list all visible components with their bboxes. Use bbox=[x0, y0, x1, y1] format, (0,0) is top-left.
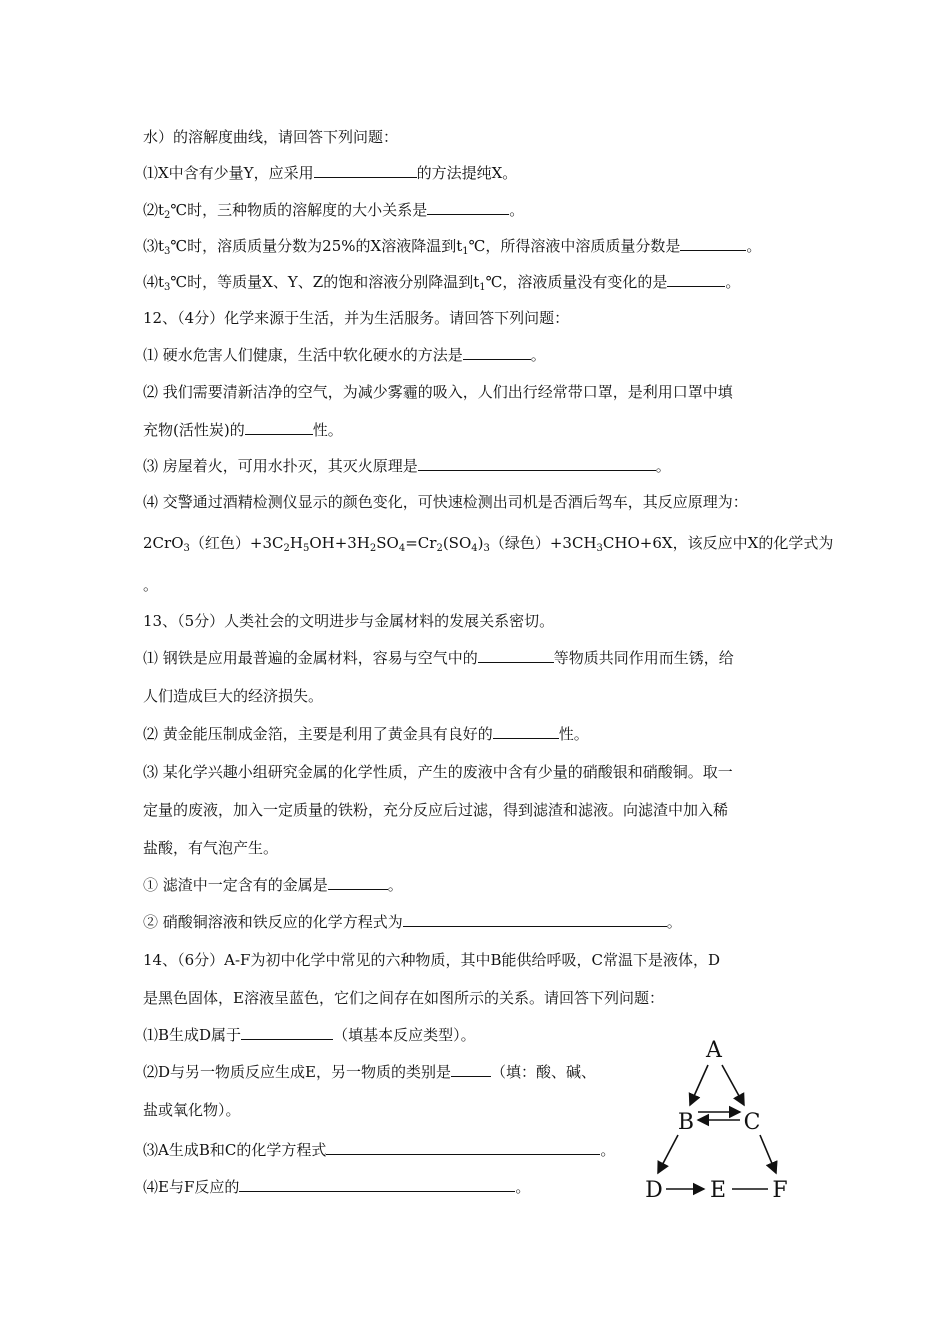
text: 。 bbox=[515, 1178, 531, 1196]
answer-blank[interactable] bbox=[418, 456, 656, 471]
q14-part2-line1 bbox=[143, 1062, 596, 1082]
text: ⑷t bbox=[143, 273, 165, 291]
arrow-a-to-c bbox=[722, 1065, 744, 1105]
text: ⑵ 我们需要清新洁净的空气，为减少雾霾的吸入，人们出行经常带口罩，是利用口罩中填 bbox=[143, 383, 733, 401]
text: 。 bbox=[530, 346, 546, 364]
answer-blank[interactable] bbox=[463, 345, 531, 360]
subscript: 2 bbox=[164, 210, 171, 221]
q13-part3-i bbox=[143, 875, 403, 895]
q12-part1 bbox=[143, 345, 546, 365]
subscript: 4 bbox=[398, 543, 406, 554]
answer-blank[interactable] bbox=[403, 912, 667, 927]
text: ⑷E与F反应的 bbox=[143, 1178, 240, 1196]
text: ⑴ 钢铁是应用最普遍的金属材料，容易与空气中的 bbox=[143, 649, 478, 667]
subscript: 5 bbox=[302, 543, 310, 554]
relationship-diagram bbox=[640, 1035, 800, 1205]
answer-blank[interactable] bbox=[326, 1140, 600, 1155]
answer-blank[interactable] bbox=[239, 1177, 515, 1192]
text: 等物质共同作用而生锈，给 bbox=[553, 649, 734, 667]
eq-part: （绿色）+3CH bbox=[489, 534, 597, 552]
text: 。 bbox=[655, 457, 671, 475]
text: 学 bbox=[788, 534, 804, 552]
q13-part3-ii bbox=[143, 912, 682, 932]
subscript: 3 bbox=[483, 543, 490, 554]
answer-blank[interactable] bbox=[241, 1025, 333, 1040]
text: 13、（5分）人类社会的文明进步与金属材料的发展关系密切。 bbox=[143, 612, 555, 630]
reaction-equation bbox=[143, 533, 673, 553]
q11-part3 bbox=[143, 236, 761, 256]
q14-part4 bbox=[143, 1177, 530, 1197]
text: 是黑色固体，E溶液呈蓝色，它们之间存在如图所示的关系。请回答下列问题： bbox=[143, 989, 664, 1007]
text: （填：酸、碱、 bbox=[490, 1063, 596, 1081]
text: 水）的溶解度曲线，请回答下列问题： bbox=[143, 128, 399, 146]
subscript: 3 bbox=[596, 543, 603, 554]
q14-title-line1 bbox=[143, 950, 720, 970]
q11-part2 bbox=[143, 200, 524, 220]
subscript: 3 bbox=[183, 543, 190, 554]
arrow-c-to-f bbox=[760, 1135, 776, 1173]
text: 。 bbox=[387, 876, 403, 894]
eq-part: (SO bbox=[442, 534, 472, 552]
text: （填基本反应类型）。 bbox=[333, 1026, 476, 1044]
answer-blank[interactable] bbox=[451, 1062, 491, 1077]
q13-part3-line3 bbox=[143, 838, 278, 858]
text: 。 bbox=[666, 913, 682, 931]
q12-part4-line1 bbox=[143, 492, 748, 512]
q12-part3 bbox=[143, 456, 671, 476]
eq-part: ) bbox=[477, 534, 484, 552]
q12-part4-equation bbox=[143, 533, 834, 554]
text: 反 bbox=[702, 534, 718, 552]
subscript: 2 bbox=[436, 543, 443, 554]
text: 充物(活性炭)的 bbox=[143, 421, 245, 439]
text: 该 bbox=[687, 534, 703, 552]
text: 定量的废液，加入一定质量的铁粉，充分反应后过滤，得到滤渣和滤液。向滤渣中加入稀 bbox=[143, 801, 729, 819]
arrow-b-to-d bbox=[658, 1135, 678, 1173]
text: 的方法提纯X。 bbox=[416, 164, 518, 182]
text: 。 bbox=[600, 1141, 616, 1159]
text: 中 bbox=[732, 534, 748, 552]
q13-part3-line2 bbox=[143, 800, 728, 820]
text: 。 bbox=[143, 576, 159, 594]
text: 盐酸，有气泡产生。 bbox=[143, 839, 279, 857]
arrow-a-to-b bbox=[690, 1065, 708, 1105]
subscript: 1 bbox=[479, 282, 486, 293]
q11-part4 bbox=[143, 272, 740, 292]
text: 应 bbox=[717, 534, 733, 552]
q13-part1-line1 bbox=[143, 648, 734, 668]
subscript: 2 bbox=[283, 543, 290, 554]
node-b: B bbox=[677, 1110, 695, 1135]
text: ℃，所得溶液中溶质质量分数是 bbox=[468, 237, 681, 255]
q12-part4-end bbox=[143, 575, 158, 595]
text: ⑵D与另一物质反应生成E，另一物质的类别是 bbox=[143, 1063, 451, 1081]
q11-part1 bbox=[143, 163, 517, 183]
node-c: C bbox=[743, 1110, 761, 1135]
text: ⑵ 黄金能压制成金箔，主要是利用了黄金具有良好的 bbox=[143, 725, 493, 743]
text: ⑴B生成D属于 bbox=[143, 1026, 242, 1044]
text: ⑴ 硬水危害人们健康，生活中软化硬水的方法是 bbox=[143, 346, 463, 364]
eq-part: （红色）+3C bbox=[189, 534, 284, 552]
text: 化 bbox=[773, 534, 789, 552]
q13-part3-line1 bbox=[143, 762, 733, 782]
q13-title bbox=[143, 611, 554, 631]
q12-part2-line1 bbox=[143, 382, 733, 402]
q14-part3 bbox=[143, 1140, 615, 1160]
node-f: F bbox=[772, 1178, 788, 1203]
subscript: 2 bbox=[369, 543, 377, 554]
q14-part1 bbox=[143, 1025, 476, 1045]
text: ， bbox=[672, 534, 688, 552]
text: ⑵t bbox=[143, 201, 165, 219]
answer-blank[interactable] bbox=[667, 272, 725, 287]
subscript: 4 bbox=[471, 543, 478, 554]
node-e: E bbox=[709, 1178, 727, 1203]
text: ⑷ 交警通过酒精检测仪显示的颜色变化，可快速检测出司机是否酒后驾车，其反应原理为： bbox=[143, 493, 748, 511]
answer-blank[interactable] bbox=[680, 236, 746, 251]
text: 盐或氧化物）。 bbox=[143, 1101, 241, 1119]
text: ℃时，等质量X、Y、Z的饱和溶液分别降温到t bbox=[170, 273, 480, 291]
q11-intro-line bbox=[143, 127, 398, 147]
text: ⑶ 房屋着火，可用水扑灭，其灭火原理是 bbox=[143, 457, 418, 475]
text: 人们造成巨大的经济损失。 bbox=[143, 687, 324, 705]
eq-part: OH+3H bbox=[309, 534, 370, 552]
subscript: 3 bbox=[164, 282, 171, 293]
eq-part: SO bbox=[376, 534, 399, 552]
text: 14、（6分）A-F为初中化学中常见的六种物质，其中B能供给呼吸，C常温下是液体，D bbox=[143, 951, 720, 969]
text: ② 硝酸铜溶液和铁反应的化学方程式为 bbox=[143, 913, 403, 931]
answer-blank[interactable] bbox=[427, 200, 509, 215]
answer-blank[interactable] bbox=[245, 420, 313, 435]
eq-part: =Cr bbox=[405, 534, 437, 552]
eq-part: 2CrO bbox=[143, 534, 184, 552]
text: ⑶A生成B和C的化学方程式 bbox=[143, 1141, 327, 1159]
text: 的 bbox=[758, 534, 774, 552]
text: ℃时，三种物质的溶解度的大小关系是 bbox=[170, 201, 428, 219]
q14-part2-line2 bbox=[143, 1100, 241, 1120]
text: ⑶t bbox=[143, 237, 165, 255]
text: ℃，溶液质量没有变化的是 bbox=[485, 273, 668, 291]
answer-blank[interactable] bbox=[328, 875, 388, 890]
text: 式 bbox=[803, 534, 819, 552]
subscript: 1 bbox=[462, 246, 469, 257]
text: 性。 bbox=[558, 725, 589, 743]
answer-blank[interactable] bbox=[478, 648, 554, 663]
text: 12、（4分）化学来源于生活，并为生活服务。请回答下列问题： bbox=[143, 309, 570, 327]
text: ⑶ 某化学兴趣小组研究金属的化学性质，产生的废液中含有少量的硝酸银和硝酸铜。取一 bbox=[143, 763, 733, 781]
node-a: A bbox=[706, 1038, 722, 1063]
text: 为 bbox=[818, 534, 834, 552]
text: ℃时，溶质质量分数为25%的X溶液降温到t bbox=[170, 237, 463, 255]
eq-part: H bbox=[289, 534, 303, 552]
node-d: D bbox=[645, 1178, 663, 1203]
answer-blank[interactable] bbox=[314, 163, 417, 178]
q13-part2 bbox=[143, 724, 589, 744]
subscript: 3 bbox=[164, 246, 171, 257]
text: 。 bbox=[746, 237, 762, 255]
text: 。 bbox=[509, 201, 525, 219]
text: 。 bbox=[725, 273, 741, 291]
text: ⑴X中含有少量Y，应采用 bbox=[143, 164, 314, 182]
answer-blank[interactable] bbox=[493, 724, 559, 739]
q14-title-line2 bbox=[143, 988, 664, 1008]
text: ① 滤渣中一定含有的金属是 bbox=[143, 876, 328, 894]
text: X bbox=[747, 534, 759, 552]
q12-part2-line2 bbox=[143, 420, 343, 440]
q13-part1-line2 bbox=[143, 686, 323, 706]
eq-part: CHO+6X bbox=[602, 534, 673, 552]
text: 性。 bbox=[312, 421, 343, 439]
q12-title bbox=[143, 308, 569, 328]
